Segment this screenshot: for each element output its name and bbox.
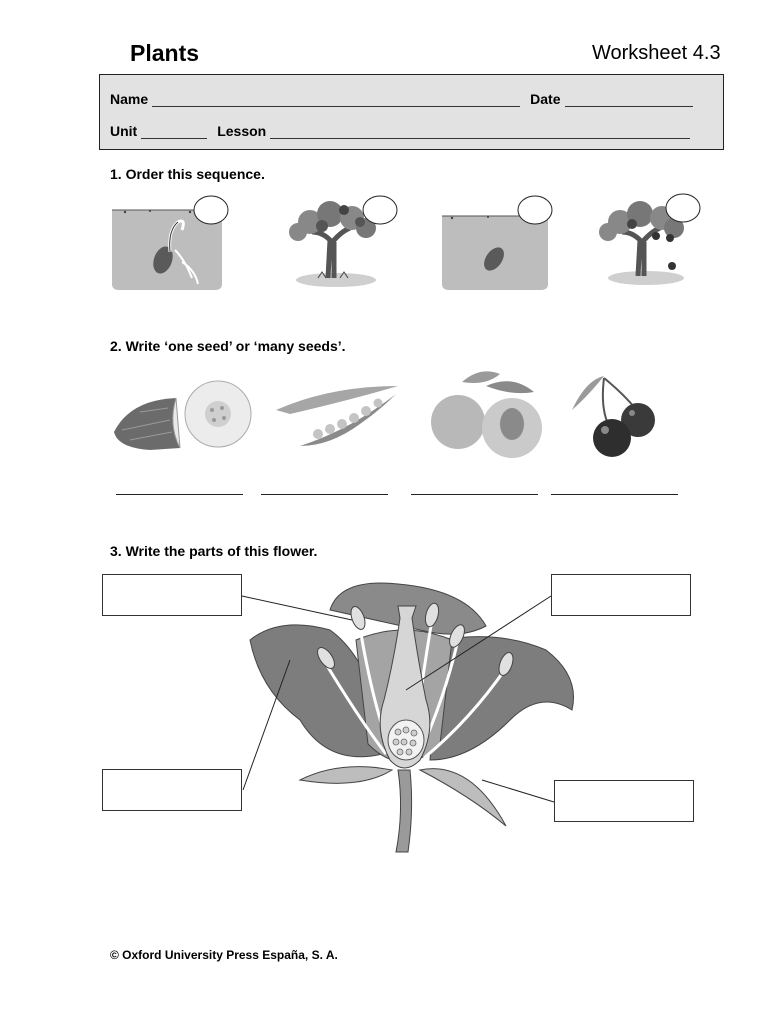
worksheet-title: Plants [130, 40, 200, 66]
question-2: 2. Write ‘one seed’ or ‘many seeds’. [110, 338, 346, 354]
seed-in-soil-icon [442, 216, 548, 290]
question-1: 1. Order this sequence. [110, 166, 265, 182]
name-label: Name [110, 91, 149, 107]
flower-cross-section-icon [250, 583, 574, 852]
pea-pod-icon [276, 386, 398, 446]
flower-label-box-bottom-right[interactable] [554, 780, 694, 822]
tree-with-flowers-icon [289, 201, 376, 287]
flower-label-box-top-left[interactable] [102, 574, 242, 616]
order-bubble-3[interactable] [518, 196, 552, 224]
copyright-footer: © Oxford University Press España, S. A. [110, 948, 338, 962]
date-label: Date [530, 91, 561, 107]
lesson-label: Lesson [217, 123, 267, 139]
flower-label-box-bottom-left[interactable] [102, 769, 242, 811]
order-bubble-1[interactable] [194, 196, 228, 224]
answer-line-apricot[interactable] [411, 494, 538, 495]
flower-label-box-top-right[interactable] [551, 574, 691, 616]
cherries-icon [572, 376, 655, 457]
order-bubble-2[interactable] [363, 196, 397, 224]
apricot-icon [431, 371, 542, 458]
unit-label: Unit [110, 123, 138, 139]
answer-line-pea-pod[interactable] [261, 494, 388, 495]
order-bubble-4[interactable] [666, 194, 700, 222]
melon-icon [114, 381, 251, 450]
question-3: 3. Write the parts of this flower. [110, 543, 318, 559]
answer-line-melon[interactable] [116, 494, 243, 495]
worksheet-number: Worksheet 4.3 [592, 42, 721, 64]
answer-line-cherries[interactable] [551, 494, 678, 495]
